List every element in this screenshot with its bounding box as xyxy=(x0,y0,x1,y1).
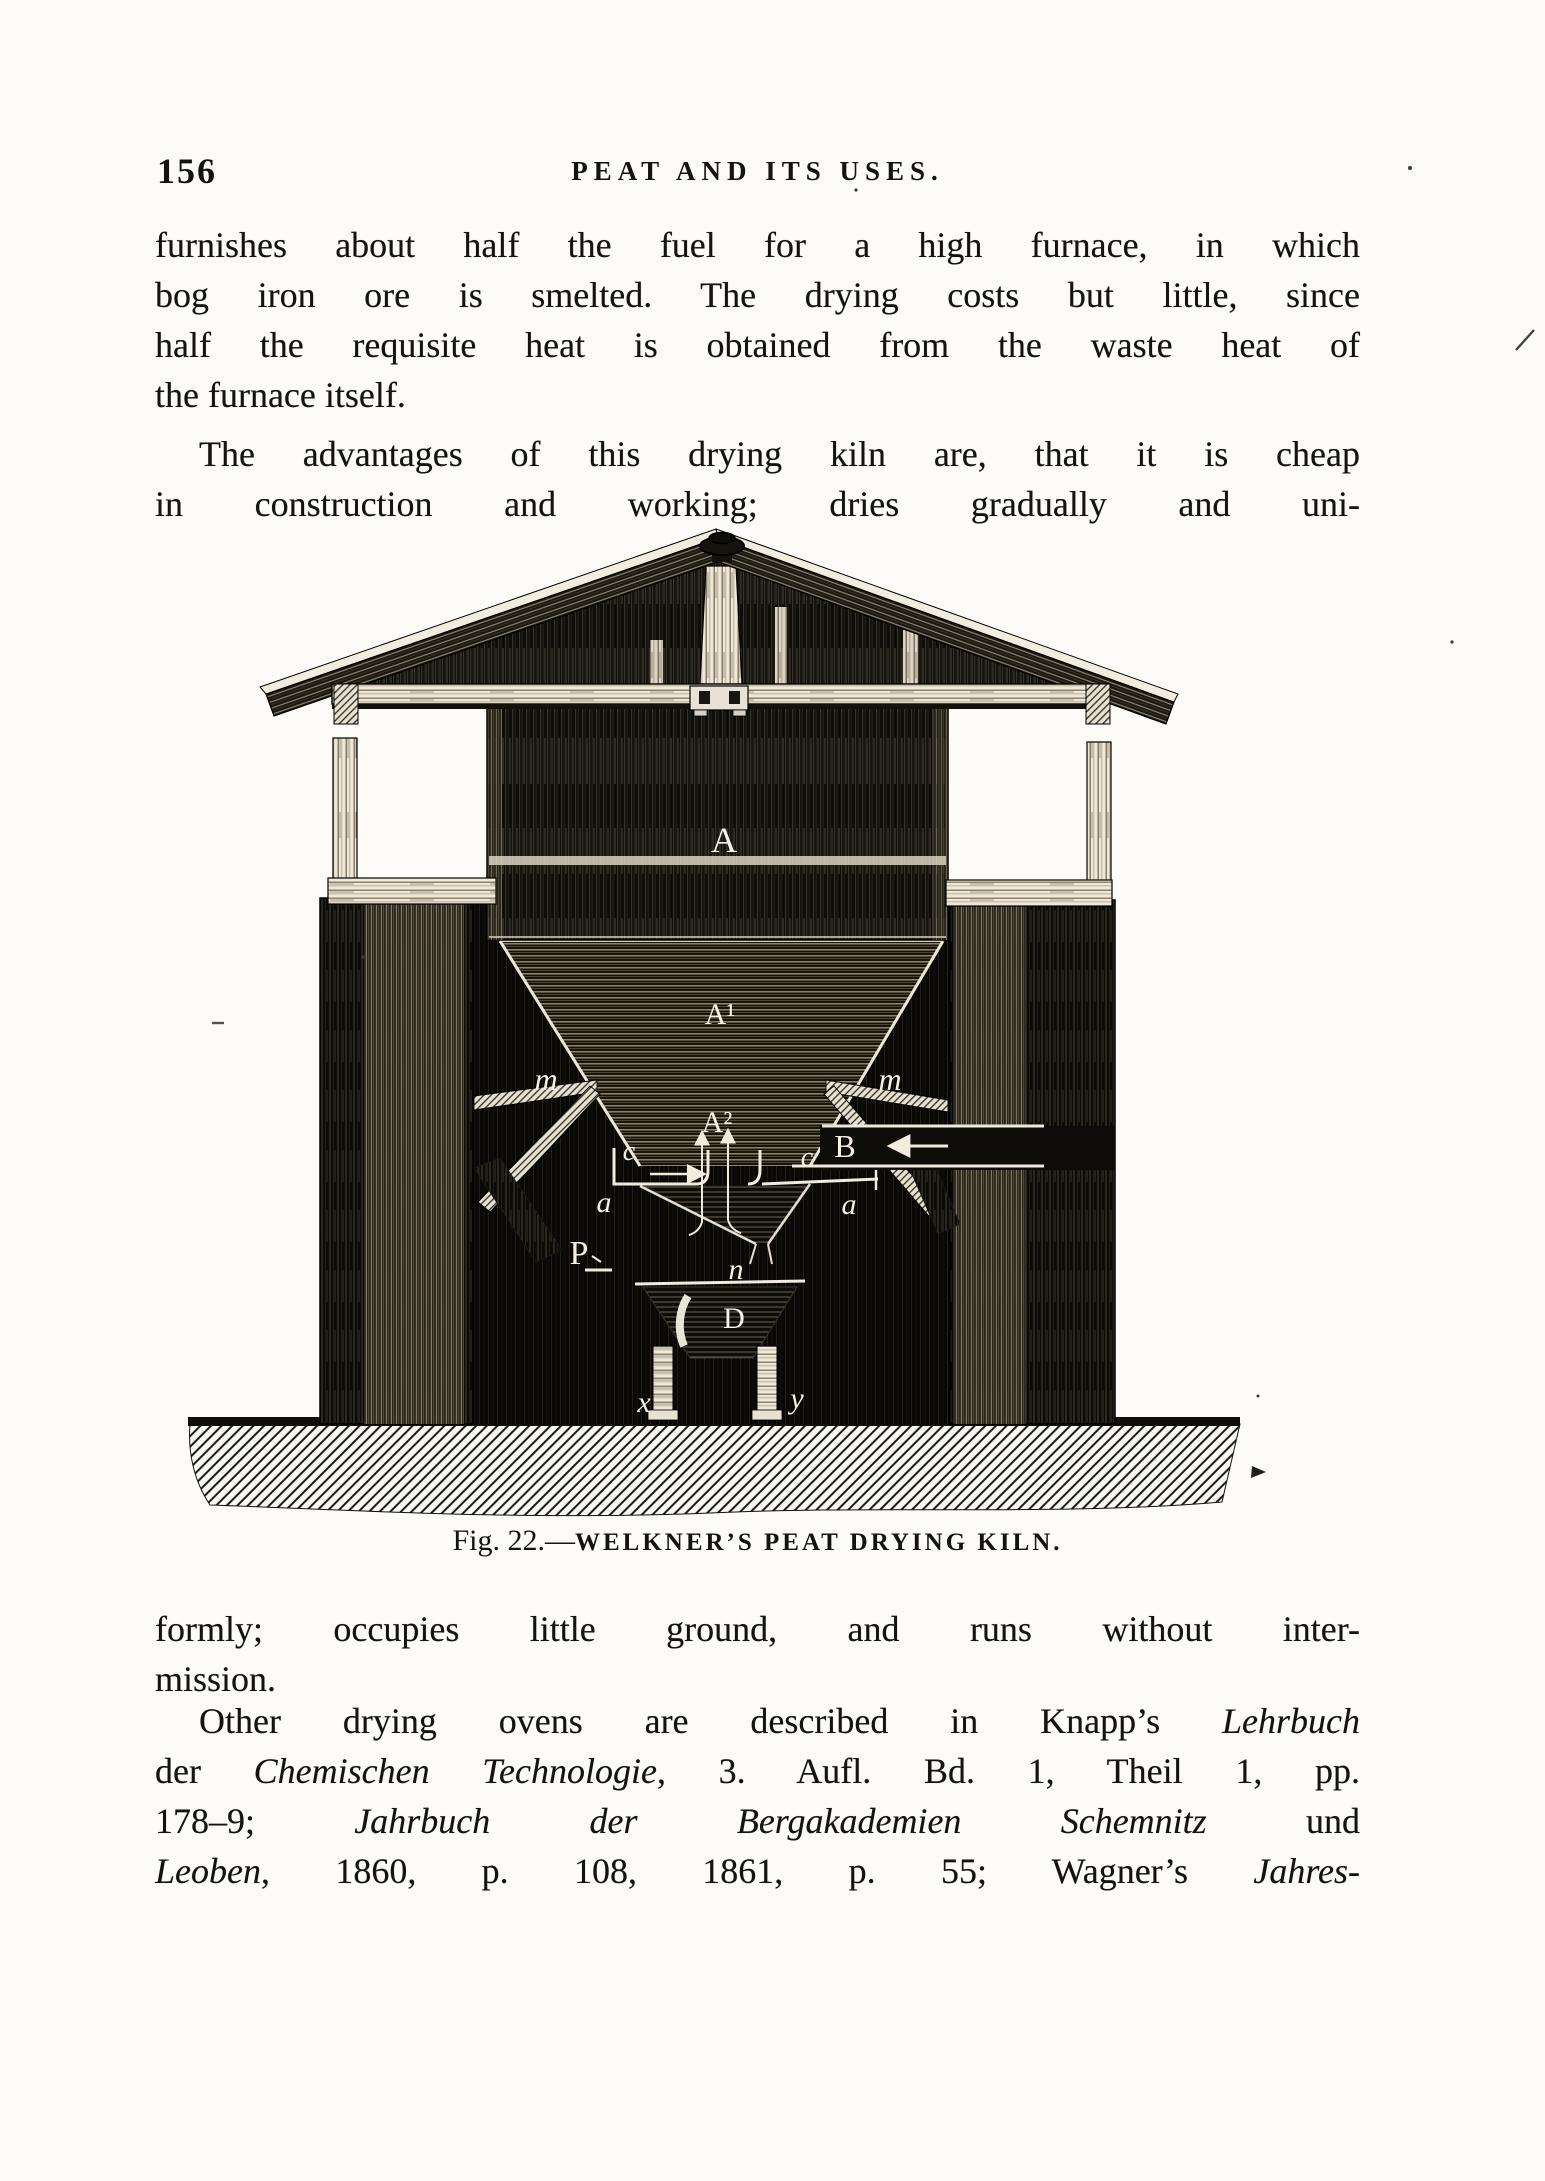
text-line: The advantages of this drying kiln are, that it is cheap xyxy=(199,434,1360,474)
text-line: formly; occupies little ground, and runs without inter- xyxy=(155,1609,1360,1649)
text-segment: Other drying ovens are described in Knapp’s xyxy=(199,1701,1222,1741)
figure-label-c-right: c xyxy=(800,1142,814,1173)
text-line: half the requisite heat is obtained from the waste heat of xyxy=(155,325,1360,365)
running-header: PEAT AND ITS USES. xyxy=(571,156,944,186)
wall-plate-left xyxy=(328,878,496,904)
text-segment-italic: Chemischen Technologie xyxy=(253,1751,657,1791)
masonry-wall-left xyxy=(320,898,473,1424)
eave-post-left xyxy=(333,684,358,884)
text-segment-italic: Leoben xyxy=(155,1851,261,1891)
text-segment-italic: Jahrbuch der Bergakademien Schemnitz xyxy=(354,1801,1207,1841)
text-line: the furnace itself. xyxy=(155,375,406,415)
text-line: bog iron ore is smelted. The drying costs but little, since xyxy=(155,275,1360,315)
text-segment: , 1860, p. 108, 1861, p. 55; Wagner’s xyxy=(260,1851,1254,1891)
figure-label-A1: A¹ xyxy=(704,998,736,1031)
text-line: mission. xyxy=(155,1659,277,1699)
figure-label-n: n xyxy=(728,1253,744,1286)
text-line: in construction and working; dries gradually and uni- xyxy=(155,484,1360,524)
figure-label-B: B xyxy=(834,1128,856,1164)
figure-label-a-left: a xyxy=(596,1186,612,1219)
base-post-x xyxy=(648,1346,678,1420)
figure-label-m-right: m xyxy=(878,1061,902,1097)
figure-label-P: P xyxy=(569,1235,589,1272)
caption-title: WELKNER’S PEAT DRYING KILN. xyxy=(574,1529,1063,1556)
eave-post-right xyxy=(1086,684,1111,888)
text-segment: , 3. Aufl. Bd. 1, Theil 1, pp. xyxy=(656,1751,1360,1791)
figure-label-D: D xyxy=(723,1302,745,1335)
text-line xyxy=(155,1696,1360,1746)
figure-label-y: y xyxy=(790,1382,804,1415)
text-segment: der xyxy=(155,1751,254,1791)
caption-dash: — xyxy=(544,1524,575,1557)
text-segment: 178–9; xyxy=(155,1801,355,1841)
text-line xyxy=(155,1846,1360,1896)
paragraph-4 xyxy=(155,1696,1360,1896)
text-line xyxy=(155,1746,1360,1796)
figure-label-a-right: a xyxy=(841,1188,857,1221)
figure-label-A: A xyxy=(711,820,737,860)
paragraph-3 xyxy=(155,1604,1360,1704)
base-post-y xyxy=(752,1346,782,1420)
text-segment: und xyxy=(1206,1801,1360,1841)
figure-label-A2: A² xyxy=(701,1106,733,1139)
figure-label-x: x xyxy=(637,1386,651,1419)
wall-plate-right xyxy=(946,880,1112,906)
text-line xyxy=(155,1796,1360,1846)
figure-label-c-left: c xyxy=(622,1136,636,1167)
text-line: furnishes about half the fuel for a high furnace, in which xyxy=(155,225,1360,265)
caption-prefix: Fig. 22. xyxy=(452,1524,545,1557)
figure-caption xyxy=(155,1524,1360,1558)
text-segment-italic: Jahres- xyxy=(1253,1851,1360,1891)
ground-hatch xyxy=(188,1417,1266,1516)
page-number: 156 xyxy=(157,151,217,191)
figure-label-m-left: m xyxy=(534,1061,558,1097)
text-segment-italic: Lehrbuch xyxy=(1222,1701,1360,1741)
king-post xyxy=(700,566,742,684)
